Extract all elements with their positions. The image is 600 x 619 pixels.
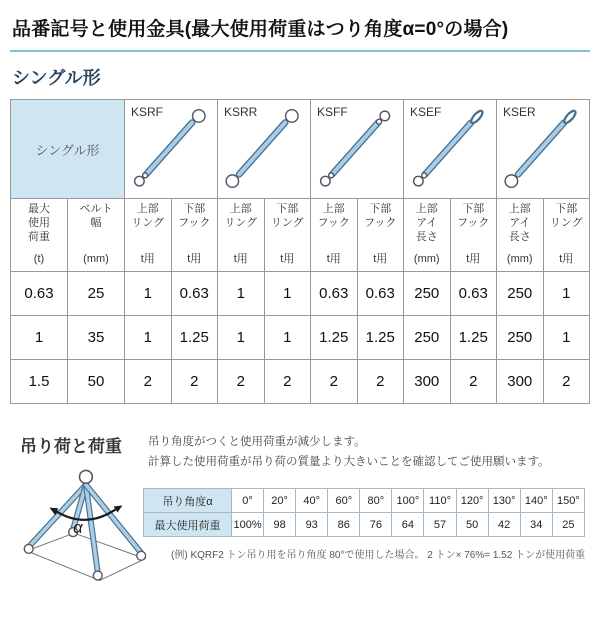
angle-row-label: 吊り角度α <box>144 489 232 513</box>
spec-header-row <box>11 199 590 272</box>
spec-value-cell: 0.63 <box>357 272 404 316</box>
spec-data-row <box>11 272 590 316</box>
column-header: 最大 使用 荷重 (t) <box>11 199 68 272</box>
spec-value-cell: 0.63 <box>171 272 218 316</box>
top-hook-link-icon <box>377 119 382 124</box>
product-code: KSER <box>503 105 536 119</box>
top-hook-icon <box>380 111 390 121</box>
spec-value-cell: 0.63 <box>450 272 497 316</box>
spec-value-cell: 1 <box>11 316 68 360</box>
bottom-hook-link-icon <box>329 173 334 178</box>
column-header: 上部 リング t用 <box>218 199 265 272</box>
spec-value-cell: 1.25 <box>450 316 497 360</box>
load-percent-cell: 100% <box>232 513 264 537</box>
spec-value-cell: 2 <box>171 360 218 404</box>
spec-value-cell: 0.63 <box>11 272 68 316</box>
column-header: 下部 リング t用 <box>264 199 311 272</box>
top-eye-icon <box>469 109 484 124</box>
angle-value-cell: 110° <box>424 489 456 513</box>
product-header-row <box>11 100 590 199</box>
column-header: 下部 フック t用 <box>171 199 218 272</box>
spec-value-cell: 1 <box>264 316 311 360</box>
sling-angle-diagram <box>10 466 150 614</box>
spec-value-cell: 1 <box>543 272 590 316</box>
angle-value-cell: 40° <box>296 489 328 513</box>
angle-table-column <box>143 474 590 619</box>
bottom-hook-icon <box>135 176 145 186</box>
bottom-hook-link-icon <box>143 173 148 178</box>
spec-value-cell: 1 <box>125 316 172 360</box>
load-percent-cell: 34 <box>520 513 552 537</box>
spec-value-cell: 250 <box>404 272 451 316</box>
column-header: 上部 リング t用 <box>125 199 172 272</box>
spec-data-row <box>11 316 590 360</box>
page-title: 品番記号と使用金具(最大使用荷重はつり角度α=0°の場合) <box>10 12 590 52</box>
column-header: 上部 アイ 長さ (mm) <box>404 199 451 272</box>
angle-value-cell: 0° <box>232 489 264 513</box>
spec-value-cell: 35 <box>68 316 125 360</box>
spec-value-cell: 0.63 <box>311 272 358 316</box>
spec-value-cell: 1 <box>543 316 590 360</box>
top-ring-icon <box>286 110 298 122</box>
bottom-ring-icon <box>226 175 238 187</box>
load-row <box>144 513 585 537</box>
load-section-body <box>10 474 590 619</box>
angle-value-cell: 80° <box>360 489 392 513</box>
load-percent-cell: 64 <box>392 513 424 537</box>
top-eye-icon <box>562 109 577 124</box>
angle-row <box>144 489 585 513</box>
angle-value-cell: 60° <box>328 489 360 513</box>
angle-value-cell: 150° <box>552 489 584 513</box>
bottom-hook-icon <box>321 176 331 186</box>
spec-value-cell: 250 <box>404 316 451 360</box>
product-cell-ksrf <box>125 100 218 199</box>
angle-value-cell: 20° <box>264 489 296 513</box>
sling-legs <box>29 485 141 573</box>
product-code: KSRR <box>224 105 258 119</box>
column-header: 下部 フック t用 <box>357 199 404 272</box>
angle-value-cell: 140° <box>520 489 552 513</box>
spec-value-cell: 2 <box>311 360 358 404</box>
apex-ring <box>80 471 93 484</box>
load-percent-cell: 25 <box>552 513 584 537</box>
spec-value-cell: 1.25 <box>311 316 358 360</box>
load-percent-cell: 50 <box>456 513 488 537</box>
corner-cell: シングル形 <box>11 100 125 199</box>
spec-value-cell: 300 <box>497 360 544 404</box>
spec-value-cell: 1.5 <box>11 360 68 404</box>
column-header: 下部 フック t用 <box>450 199 497 272</box>
product-cell-kser <box>497 100 590 199</box>
column-header: 上部 アイ 長さ (mm) <box>497 199 544 272</box>
load-description <box>148 432 550 472</box>
load-percent-cell: 42 <box>488 513 520 537</box>
angle-value-cell: 130° <box>488 489 520 513</box>
product-code: KSEF <box>410 105 442 119</box>
product-code: KSRF <box>131 105 164 119</box>
bottom-hook-link-icon <box>422 173 427 178</box>
top-ring-icon <box>193 110 205 122</box>
spec-value-cell: 250 <box>497 272 544 316</box>
bottom-hook-icon <box>414 176 424 186</box>
spec-value-cell: 250 <box>497 316 544 360</box>
load-percent-cell: 93 <box>296 513 328 537</box>
load-percent-cell: 98 <box>264 513 296 537</box>
spec-value-cell: 2 <box>218 360 265 404</box>
load-percent-cell: 76 <box>360 513 392 537</box>
section-title-single-type: シングル形 <box>12 68 101 88</box>
angle-value-cell: 120° <box>456 489 488 513</box>
product-cell-ksef <box>404 100 497 199</box>
spec-value-cell: 1 <box>264 272 311 316</box>
spec-value-cell: 2 <box>125 360 172 404</box>
product-cell-ksrr <box>218 100 311 199</box>
spec-table <box>10 99 590 404</box>
diagram-column <box>10 474 143 619</box>
product-cell-ksff <box>311 100 404 199</box>
spec-value-cell: 1.25 <box>171 316 218 360</box>
spec-value-cell: 50 <box>68 360 125 404</box>
spec-data-row <box>11 360 590 404</box>
spec-value-cell: 2 <box>357 360 404 404</box>
spec-value-cell: 25 <box>68 272 125 316</box>
column-header: 上部 フック t用 <box>311 199 358 272</box>
spec-value-cell: 2 <box>543 360 590 404</box>
spec-value-cell: 1 <box>218 272 265 316</box>
spec-value-cell: 2 <box>450 360 497 404</box>
load-description-line2: 計算した使用荷重が吊り荷の質量より大きいことを確認してご使用願います。 <box>148 456 550 469</box>
column-header: 下部 リング t用 <box>543 199 590 272</box>
spec-value-cell: 1 <box>125 272 172 316</box>
spec-value-cell: 300 <box>404 360 451 404</box>
spec-value-cell: 2 <box>264 360 311 404</box>
spec-value-cell: 1.25 <box>357 316 404 360</box>
load-row-label: 最大使用荷重 <box>144 513 232 537</box>
column-header: ベルト 幅 (mm) <box>68 199 125 272</box>
angle-load-table <box>143 488 585 537</box>
spec-value-cell: 1 <box>218 316 265 360</box>
alpha-angle-label: α <box>73 518 83 538</box>
bottom-ring-icon <box>505 175 517 187</box>
product-code: KSFF <box>317 105 348 119</box>
load-section <box>10 432 590 619</box>
section-title-load: 吊り荷と荷重 <box>20 437 122 456</box>
angle-value-cell: 100° <box>392 489 424 513</box>
load-description-line1: 吊り角度がつくと使用荷重が減少します。 <box>148 436 366 448</box>
load-percent-cell: 57 <box>424 513 456 537</box>
example-note: (例) KQRF2 トン吊り用を吊り角度 80°で使用した場合。 2 トン× 76%= 1.52 トンが使用荷重 <box>171 550 586 562</box>
load-percent-cell: 86 <box>328 513 360 537</box>
